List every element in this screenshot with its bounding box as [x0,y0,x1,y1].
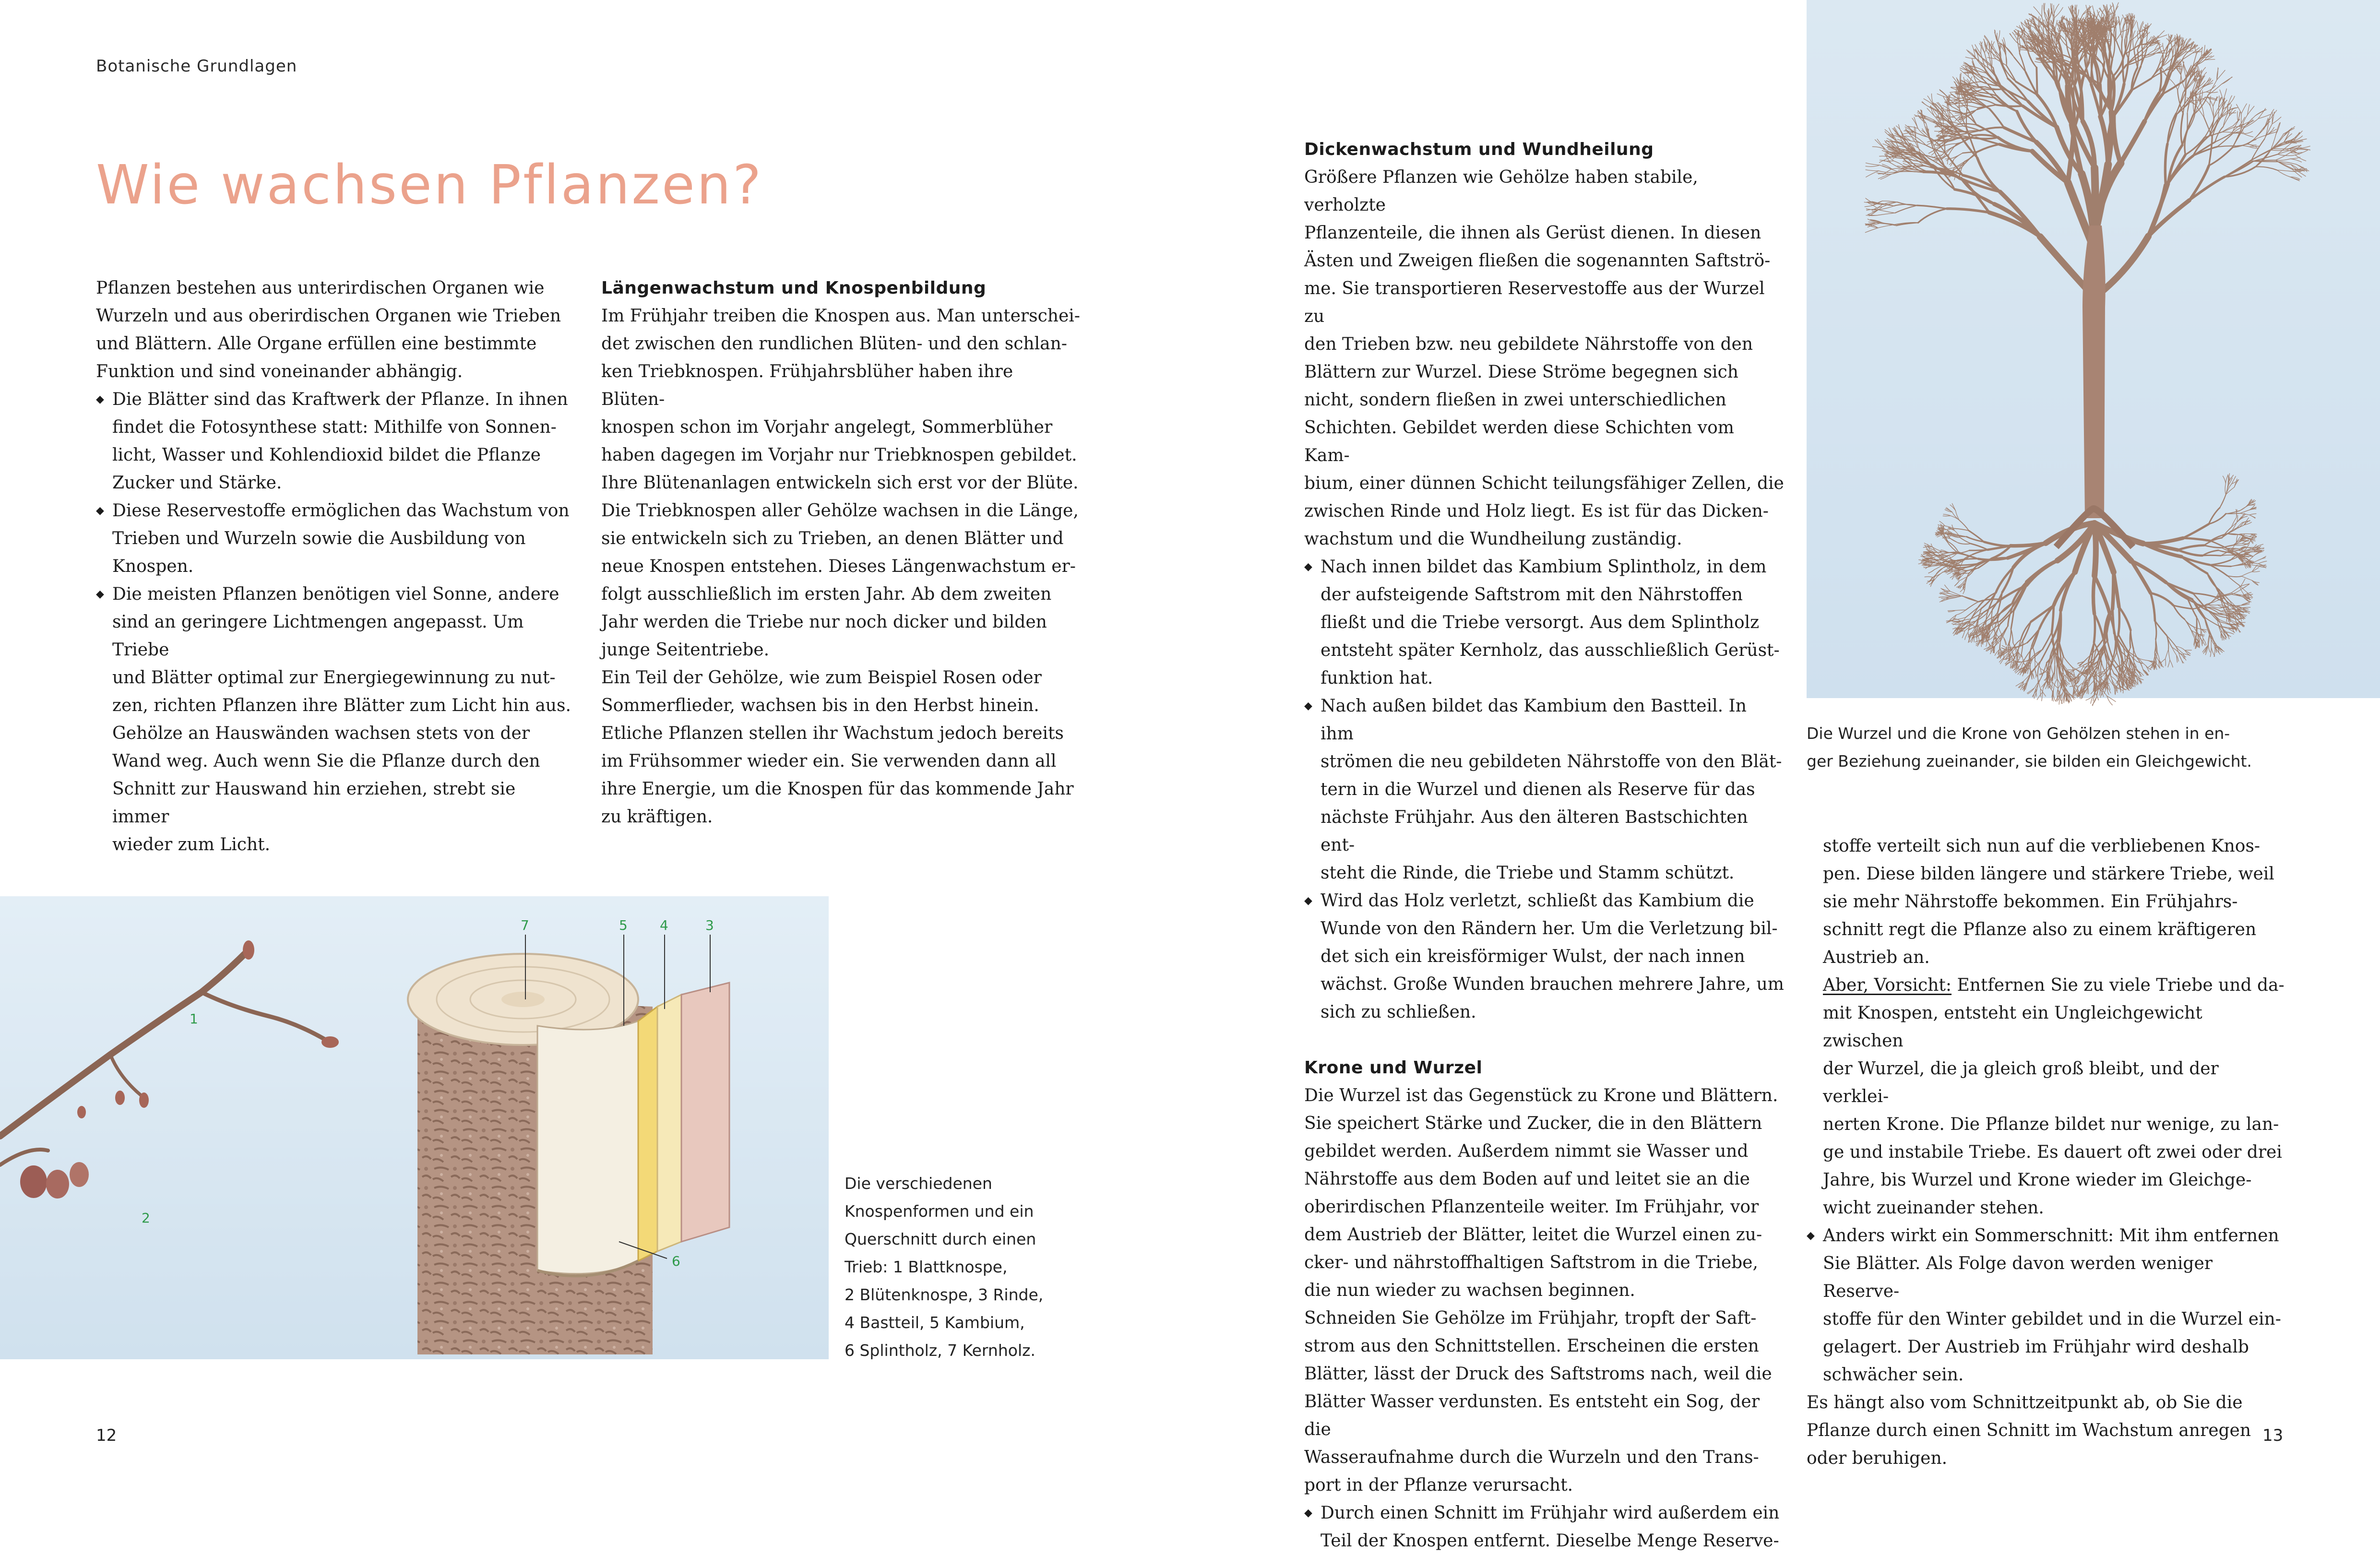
closing-paragraph: Es hängt also vom Schnittzeitpunkt ab, ob Sie die Pflanze durch einen Schnitt im Wachstum anregen oder beruhigen. [1807,1393,2251,1468]
bud-and-stem-illustration [0,896,829,1359]
page-title: Wie wachsen Pflanzen? [96,154,763,216]
warning-label: Aber, Vorsicht: [1823,975,1952,995]
label-7: 7 [521,917,529,933]
left-page [0,0,1190,1447]
tree-illustration [1807,0,2380,698]
list-item: ◆ Diese Reservestoffe ermöglichen das Wachstum von Trieben und Wurzeln sowie die Ausbildung von Knospen. [96,497,576,581]
continued-paragraph: stoffe verteilt sich nun auf die verbliebenen Knos- pen. Diese bilden längere und stärkere Triebe, weil sie mehr Nährstoffe bekommen. Ein Frühjahrs- schnitt regt die Pflanze also zu einem kräftigeren Austrieb an. [1823,836,2274,967]
page-number-left: 12 [96,1426,117,1445]
figure-caption: Die verschiedenen Knospenformen und ein Querschnitt durch einen Trieb: 1 Blattknospe, 2 Blütenknospe, 3 Rinde, 4 Bastteil, 5 Kambium, 6 Splintholz, 7 Kernholz. [845,1174,1044,1360]
text-column-4 [1807,832,2286,1472]
bullet-list-4 [1807,1222,2286,1389]
warning-text: Entfernen Sie zu viele Triebe und da- mit Knospen, entsteht ein Ungleichgewicht zwischen der Wurzel, die ja gleich groß bleibt, und der verklei- nerten Krone. Die Pflanze bildet nur wenige, zu lan- ge und instabile Triebe. Es dauert oft zwei oder drei Jahre, bis Wurzel und Krone wieder im Gleichge- wicht zueinander stehen. [1823,975,2285,1218]
label-4: 4 [660,917,668,933]
text-column-1 [96,274,576,859]
label-5: 5 [619,917,628,933]
bullet-list-1 [96,386,576,859]
list-item: ◆ Durch einen Schnitt im Frühjahr wird außerdem ein Teil der Knospen entfernt. Dieselbe Menge Reserve- [1304,1499,1784,1555]
section-heading: Krone und Wurzel [1304,1058,1483,1078]
tree-caption: Die Wurzel und die Krone von Gehölzen stehen in en- ger Beziehung zueinander, sie bilden ein Gleichgewicht. [1807,724,2252,771]
bullet-list-3 [1304,1499,1784,1555]
list-item: ◆ Die meisten Pflanzen benötigen viel Sonne, andere sind an geringere Lichtmengen angepasst. Um Triebe und Blätter optimal zur Energiegewinnung zu nut- zen, richten Pflanzen ihre Blätter zum Licht hin aus. Gehölze an Hauswänden wachsen stets von der Wand weg. Auch wenn Sie die Pflanze durch den Schnitt zur Hauswand hin erziehen, strebt sie immer wieder zum Licht. [96,581,576,859]
tree-trunk [2082,226,2106,518]
body-paragraph: Im Frühjahr treiben die Knospen aus. Man unterschei- det zwischen den rundlichen Blüten- und den schlan- ken Triebknospen. Frühjahrsblüher haben ihre Blüten- knospen schon im Vorjahr angelegt, Sommerblüher haben dagegen im Vorjahr nur Triebknospen gebildet. Ihre Blütenanlagen entwickeln sich erst vor der Blüte. Die Triebknospen aller Gehölze wachsen in die Länge, sie entwickeln sich zu Trieben, an denen Blätter und neue Knospen entstehen. Dieses Längenwachstum er- folgt ausschließlich im ersten Jahr. Ab dem zweiten Jahr werden die Triebe nur noch dicker und bilden junge Seitentriebe. Ein Teil der Gehölze, wie zum Beispiel Rosen oder Sommerflieder, wachsen bis in den Herbst hinein. Etliche Pflanzen stellen ihr Wachstum jedoch bereits im Frühsommer wieder ein. Sie verwenden dann all ihre Energie, um die Knospen für das kommende Jahr zu kräftigen. [601,306,1080,827]
label-3: 3 [705,917,714,933]
list-item: ◆ Nach außen bildet das Kambium den Bastteil. In ihm strömen die neu gebildeten Nährstoffe von den Blät- tern in die Wurzel und dienen als Reserve für das nächste Frühjahr. Aus den älteren Bastschichten ent- steht die Rinde, die Triebe und Stamm schützt. [1304,692,1784,887]
section-heading: Längenwachstum und Knospenbildung [601,278,987,298]
label-2: 2 [142,1210,150,1226]
list-item: ◆ Nach innen bildet das Kambium Splintholz, in dem der aufsteigende Saftstrom mit den Nährstoffen fließt und die Triebe versorgt. Aus dem Splintholz entsteht später Kernholz, das ausschließlich Gerüst- funktion hat. [1304,553,1784,692]
list-item: ◆ Die Blätter sind das Kraftwerk der Pflanze. In ihnen findet die Fotosynthese statt: Mithilfe von Sonnen- licht, Wasser und Kohlendioxid bildet die Pflanze Zucker und Stärke. [96,386,576,497]
bullet-list-2 [1304,553,1784,1026]
text-column-2 [601,274,1081,831]
list-item: ◆ Wird das Holz verletzt, schließt das Kambium die Wunde von den Rändern her. Um die Verletzung bil- det sich ein kreisförmiger Wulst, der nach innen wächst. Große Wunden brauchen mehrere Jahre, um sich zu schließen. [1304,887,1784,1026]
text-column-3 [1304,136,1784,1555]
page-number-right: 13 [2262,1426,2284,1445]
intro-paragraph: Pflanzen bestehen aus unterirdischen Organen wie Wurzeln und aus oberirdischen Organen wie Trieben und Blättern. Alle Organe erfüllen eine bestimmte Funktion und sind voneinander abhängig. [96,278,561,381]
label-6: 6 [672,1253,680,1269]
warning-paragraph [1807,972,2286,1222]
body-paragraph: Die Wurzel ist das Gegenstück zu Krone und Blättern. Sie speichert Stärke und Zucker, die in den Blättern gebildet werden. Außerdem nimmt sie Wasser und Nährstoffe aus dem Boden auf und leitet sie an die oberirdischen Pflanzenteile weiter. Im Frühjahr, vor dem Austrieb der Blätter, leitet die Wurzel einen zu- cker- und nährstoffhaltigen Saftstrom in die Triebe, die nun wieder zu wachsen beginnen. Schneiden Sie Gehölze im Frühjahr, tropft der Saft- strom aus den Schnittstellen. Erscheinen die ersten Blätter, lässt der Druck des Saftstroms nach, weil die Blätter Wasser verdunsten. Es entsteht ein Sog, der die Wasseraufnahme durch die Wurzeln und den Trans- port in der Pflanze verursacht. [1304,1086,1778,1495]
body-paragraph: Größere Pflanzen wie Gehölze haben stabile, verholzte Pflanzenteile, die ihnen als Gerüst dienen. In diesen Ästen und Zweigen fließen die sogenannten Saftströ- me. Sie transportieren Reservestoffe aus der Wurzel zu den Trieben bzw. neu gebildete Nährstoffe von den Blättern zur Wurzel. Diese Ströme begegnen sich nicht, sondern fließen in zwei unterschiedlichen Schichten. Gebildet werden diese Schichten vom Kam- bium, einer dünnen Schicht teilungsfähiger Zellen, die zwischen Rinde und Holz liegt. Es ist für das Dicken- wachstum und die Wundheilung zuständig. [1304,167,1784,549]
label-1: 1 [190,1011,198,1027]
section-heading: Dickenwachstum und Wundheilung [1304,140,1654,159]
section-kicker: Botanische Grundlagen [96,57,298,76]
list-item: ◆ Anders wirkt ein Sommerschnitt: Mit ihm entfernen Sie Blätter. Als Folge davon werden weniger Reserve- stoffe für den Winter gebildet und in die Wurzel ein- gelagert. Der Austrieb im Frühjahr wird deshalb schwächer sein. [1807,1222,2286,1389]
